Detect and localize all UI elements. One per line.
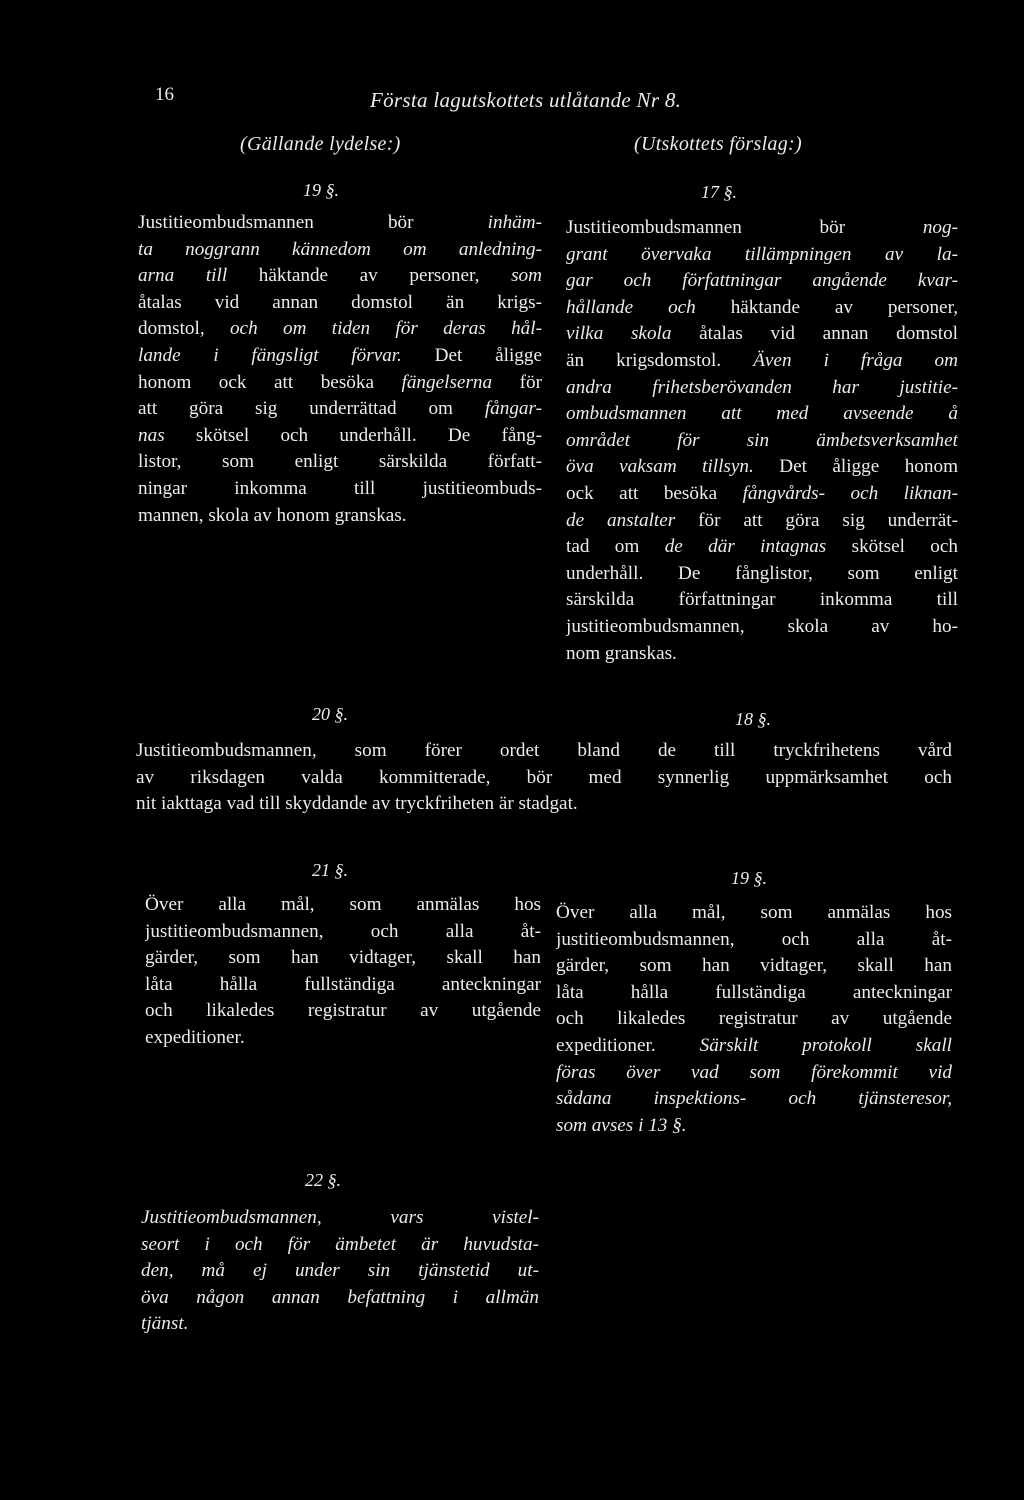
text-run: för (492, 371, 542, 393)
section-number: 22 §. (305, 1170, 341, 1190)
text-line (566, 454, 958, 481)
text-line (566, 614, 958, 641)
text-run: för att göra sig underrät- (675, 509, 958, 531)
text-line (556, 927, 952, 954)
text-line (141, 1311, 539, 1338)
text-line (566, 401, 958, 428)
italic-text: den, må ej under sin tjänstetid ut- (141, 1260, 539, 1282)
italic-text: de där intagnas (664, 536, 827, 558)
section-text (566, 215, 958, 667)
italic-text: som (511, 265, 542, 287)
text-line (566, 242, 958, 269)
text-run: låta hålla fullständiga anteckningar (556, 981, 952, 1003)
section-number: 18 §. (735, 709, 771, 729)
text-line (141, 1232, 539, 1259)
text-line (145, 972, 541, 999)
section-number: 20 §. (312, 704, 348, 724)
italic-text: Även i fråga om (753, 349, 958, 371)
text-line (138, 237, 542, 264)
italic-text: gar och författningar angående kvar- (566, 270, 958, 292)
italic-text: öva någon annan befattning i allmän (141, 1286, 539, 1308)
text-run: Justitieombudsmannen, som förer ordet bland de till tryckfrihetens vård (136, 740, 952, 761)
text-run: justitieombudsmannen, och alla åt- (145, 920, 541, 942)
text-run: nom granskas. (566, 642, 677, 664)
text-line (138, 290, 542, 317)
text-line (566, 428, 958, 455)
text-line (145, 945, 541, 972)
text-line (136, 765, 952, 792)
text-run: listor, som enligt särskilda författ- (138, 451, 542, 473)
text-run: ock att besöka (566, 482, 743, 504)
text-line (138, 263, 542, 290)
text-line (138, 503, 542, 530)
text-line (136, 738, 952, 765)
italic-text: de anstalter (566, 509, 676, 531)
text-line (136, 791, 952, 818)
italic-text: öva vaksam tillsyn. (566, 456, 754, 478)
text-line (138, 449, 542, 476)
text-line (141, 1205, 539, 1232)
text-run: domstol, (138, 318, 230, 340)
italic-text: lande i fängsligt förvar. (138, 344, 402, 366)
text-line (138, 343, 542, 370)
text-run: åtalas vid annan domstol än krigs- (138, 291, 542, 313)
text-line (566, 348, 958, 375)
text-run: skötsel och (826, 536, 958, 558)
text-line (141, 1258, 539, 1285)
italic-text: andra frihetsberövanden har justitie- (566, 376, 958, 398)
text-line (566, 481, 958, 508)
text-line (566, 508, 958, 535)
text-run: häktande av personer, (695, 296, 958, 318)
text-line (566, 587, 958, 614)
text-run: mannen, skola av honom granskas. (138, 504, 407, 526)
italic-text: Särskilt protokoll skall (699, 1034, 952, 1056)
text-line (566, 561, 958, 588)
text-line (556, 1033, 952, 1060)
text-run: expeditioner. (556, 1034, 700, 1056)
italic-text: Justitieombudsmannen, vars vistel- (141, 1207, 539, 1228)
section-number: 19 §. (303, 180, 339, 200)
text-run: och likaledes registratur av utgående (145, 1000, 541, 1022)
text-run: än krigsdomstol. (566, 349, 754, 371)
text-run: tad om (566, 536, 665, 558)
text-run: Över alla mål, som anmälas hos (556, 902, 952, 923)
text-run: justitieombudsmannen, och alla åt- (556, 928, 952, 950)
section-text (141, 1205, 539, 1338)
italic-text: som avses i 13 §. (556, 1114, 687, 1136)
text-run: av riksdagen valda kommitterade, bör med synnerlig uppmärksamhet och (136, 766, 952, 788)
text-run: särskilda författningar inkomma till (566, 589, 958, 611)
text-run: ningar inkomma till justitieombuds- (138, 477, 542, 499)
text-run: häktande av personer, (227, 265, 512, 287)
italic-text: seort i och för ämbetet är huvudsta- (141, 1233, 539, 1255)
section-number: 17 §. (701, 182, 737, 202)
text-line (138, 423, 542, 450)
text-line (138, 396, 542, 423)
italic-text: tjänst. (141, 1313, 189, 1335)
text-run: gärder, som han vidtager, skall han (556, 955, 952, 977)
text-line (566, 215, 958, 242)
text-run: åtalas vid annan domstol (671, 323, 958, 345)
section-number: 21 §. (312, 860, 348, 880)
italic-text: ta noggrann kännedom om anledning- (138, 238, 542, 260)
text-line (556, 953, 952, 980)
italic-text: ombudsmannen att med avseende å (566, 403, 958, 425)
text-run: nit iakttaga vad till skyddande av tryckfriheten är stadgat. (136, 793, 578, 815)
italic-text: och om tiden för deras hål- (229, 318, 542, 340)
text-line (566, 534, 958, 561)
italic-text: nog- (922, 217, 958, 238)
italic-text: fångar- (484, 398, 542, 420)
section-number: 19 §. (731, 868, 767, 888)
italic-text: föras över vad som förekommit vid (556, 1061, 952, 1083)
text-run: gärder, som han vidtager, skall han (145, 947, 541, 969)
text-line (556, 900, 952, 927)
proposed-wording-heading: (Utskottets förslag:) (634, 133, 802, 155)
text-line (138, 316, 542, 343)
text-line (556, 1060, 952, 1087)
text-line (145, 1025, 541, 1052)
italic-text: hållande och (566, 296, 696, 318)
text-run: expeditioner. (145, 1026, 245, 1048)
text-run: Det åligge honom (753, 456, 958, 478)
italic-text: grant övervaka tillämpningen av la- (566, 243, 958, 265)
text-run: justitieombudsmannen, skola av ho- (566, 615, 958, 637)
text-line (145, 919, 541, 946)
italic-text: arna till (138, 265, 228, 287)
italic-text: fångvårds- och liknan- (742, 482, 958, 504)
text-line (138, 210, 542, 237)
current-wording-heading: (Gällande lydelse:) (240, 133, 401, 155)
text-line (566, 375, 958, 402)
section-text (138, 210, 542, 529)
italic-text: vilka skola (566, 323, 672, 345)
text-run: underhåll. De fånglistor, som enligt (566, 562, 958, 584)
text-line (556, 1086, 952, 1113)
text-line (145, 998, 541, 1025)
text-run: Det åligge (401, 344, 542, 366)
text-run: att göra sig underrättad om (138, 398, 485, 420)
text-line (141, 1285, 539, 1312)
italic-text: nas (138, 424, 165, 446)
text-run: skötsel och underhåll. De fång- (164, 424, 542, 446)
text-line (566, 268, 958, 295)
text-run: låta hålla fullständiga anteckningar (145, 973, 541, 995)
text-run: honom ock att besöka (138, 371, 402, 393)
text-line (566, 641, 958, 668)
text-run: Justitieombudsmannen bör (566, 217, 923, 238)
text-line (138, 476, 542, 503)
italic-text: området för sin ämbetsverksamhet (566, 429, 958, 451)
section-text (145, 892, 541, 1052)
italic-text: sådana inspektions- och tjänsteresor, (556, 1088, 952, 1110)
text-line (145, 892, 541, 919)
text-run: Justitieombudsmannen bör (138, 212, 488, 233)
text-line (138, 370, 542, 397)
text-line (566, 321, 958, 348)
text-line (556, 1006, 952, 1033)
text-line (556, 980, 952, 1007)
italic-text: inhäm- (487, 212, 542, 233)
text-run: och likaledes registratur av utgående (556, 1008, 952, 1030)
text-run: Över alla mål, som anmälas hos (145, 894, 541, 915)
italic-text: fängelserna (401, 371, 493, 393)
section-text (556, 900, 952, 1139)
page-number: 16 (155, 84, 174, 105)
running-title: Första lagutskottets utlåtande Nr 8. (370, 88, 682, 112)
text-line (566, 295, 958, 322)
text-line (556, 1113, 952, 1140)
section-text (136, 738, 952, 818)
